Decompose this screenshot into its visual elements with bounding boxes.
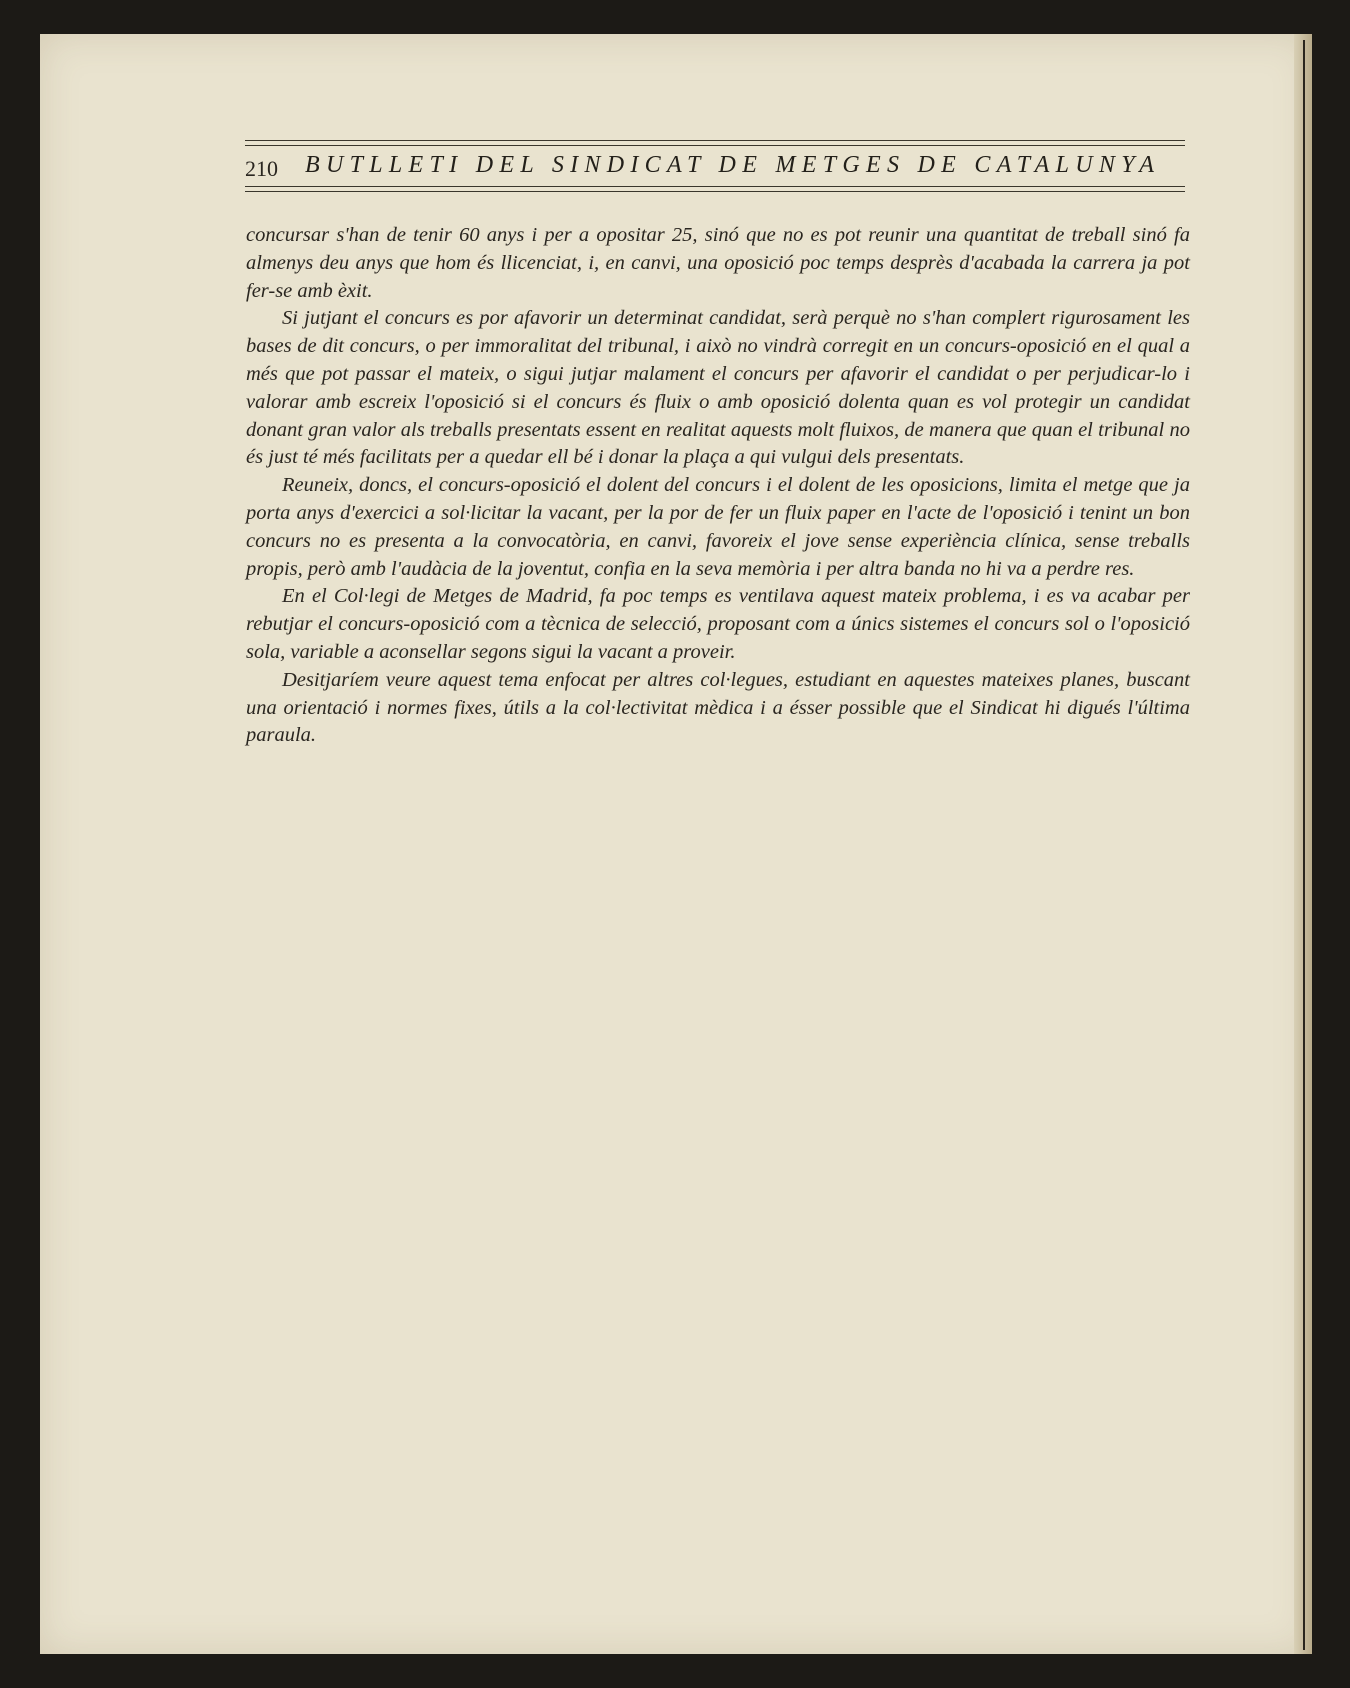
header-rule-top-inner — [245, 145, 1185, 146]
paragraph: Desitjaríem veure aquest tema enfocat per altres col·legues, estudiant en aquestes mateixes planes, buscant una orientació i normes fixes, útils a la col·lectivitat mèdica i a ésser possible que el Sindicat hi digués l'última paraula. — [246, 668, 1190, 747]
article-body — [246, 222, 1190, 750]
header-rule-top — [245, 140, 1185, 141]
paragraph: En el Col·legi de Metges de Madrid, fa poc temps es ventilava aquest mateix problema, i es va acabar per rebutjar el concurs-oposició com a tècnica de selecció, proposant com a únics sistemes el concurs sol o l'oposició sola, variable a aconsellar segons sigui la vacant a proveir. — [246, 585, 1190, 663]
header-rule-bottom — [245, 186, 1185, 187]
paragraph: Si jutjant el concurs es por afavorir un determinat candidat, serà perquè no s'han complert rigurosament les bases de dit concurs, o per immoralitat del tribunal, i això no vindrà corregit en un concurs-oposició en el qual a més que pot passar el mateix, o sigui jutjar malament el concurs per afavorir el candidat o per perjudicar-lo i valorar amb escreix l'oposició si el concurs és fluix o amb oposició dolenta quan es vol protegir un candidat donant gran valor als treballs presentats essent en realitat aquests molt fluixos, de manera que quan el tribunal no és just té més facilitats per a quedar ell bé i donar la plaça a qui vulgui dels presentats. — [246, 307, 1190, 469]
paragraph: Reuneix, doncs, el concurs-oposició el dolent del concurs i el dolent de les oposicions, limita el metge que ja porta anys d'exercici a sol·licitar la vacant, per la por de fer un fluix paper en l'acte de l'oposició i tenint un bon concurs no es presenta a la convocatòria, en canvi, favoreix el jove sense experiència clínica, sense treballs propis, però amb l'audàcia de la joventut, confia en la seva memòria i per altra banda no hi va a perdre res. — [246, 474, 1190, 580]
running-title: BUTLLETI DEL SINDICAT DE METGES DE CATALUNYA — [305, 152, 1161, 178]
header-rule-bottom-inner — [245, 191, 1185, 192]
paragraph: concursar s'han de tenir 60 anys i per a opositar 25, sinó que no es pot reunir una quantitat de treball sinó fa almenys deu anys que hom és llicenciat, i, en canvi, una oposició poc temps desprès d'acabada la carrera ja pot fer-se amb èxit. — [246, 224, 1190, 302]
binding-edge — [1303, 40, 1305, 1650]
page-header — [245, 140, 1185, 196]
page-number: 210 — [245, 156, 278, 181]
